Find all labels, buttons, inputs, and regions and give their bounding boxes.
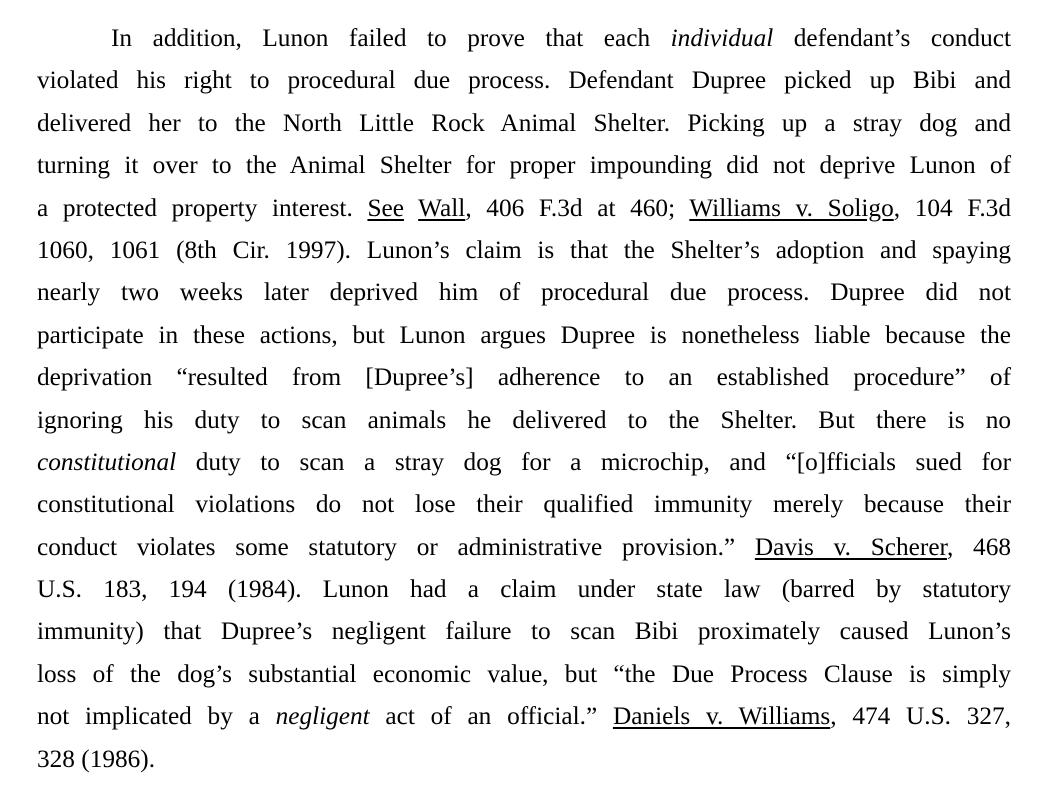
text-run: a protected property interest. — [37, 193, 368, 222]
text-run: 328 (1986). — [37, 744, 156, 773]
paragraph-line — [37, 356, 1011, 398]
text-run: conduct violates some statutory or administrative provision.” — [37, 532, 755, 561]
paragraph-line — [37, 144, 1011, 186]
text-run: , 474 U.S. 327, — [830, 702, 1012, 731]
text-run: nearly two weeks later deprived him of procedural due process. Dupree did not — [37, 278, 1011, 307]
document-page — [37, 17, 1011, 780]
text-run: turning it over to the Animal Shelter for proper impounding did not deprive Lunon of — [37, 151, 1011, 180]
paragraph-line — [37, 399, 1011, 441]
text-run: 1060, 1061 (8th Cir. 1997). Lunon’s claim is that the Shelter’s adoption and spaying — [37, 235, 1011, 264]
paragraph-line — [37, 59, 1011, 101]
text-run: duty to scan a stray dog for a microchip, and “[o]fficials sued for — [176, 447, 1011, 476]
text-run: In addition, Lunon failed to prove that each — [111, 24, 671, 52]
text-run: U.S. 183, 194 (1984). Lunon had a claim under state law (barred by statutory — [37, 575, 1011, 604]
text-run: loss of the dog’s substantial economic value, but “the Due Process Clause is simply — [37, 659, 1011, 688]
case-citation: Williams v. Soligo — [689, 193, 894, 222]
text-run: violated his right to procedural due process. Defendant Dupree picked up Bibi and — [37, 66, 1011, 95]
paragraph-line — [37, 271, 1011, 313]
text-run: not implicated by a — [37, 702, 276, 731]
paragraph-line — [37, 441, 1011, 483]
case-citation: See — [367, 193, 404, 222]
paragraph-line — [37, 610, 1011, 652]
paragraph-line — [37, 568, 1011, 610]
paragraph-line — [37, 17, 1011, 59]
text-run: participate in these actions, but Lunon argues Dupree is nonetheless liable because the — [37, 320, 1011, 349]
paragraph-line — [37, 695, 1011, 737]
text-run: , 104 F.3d — [893, 193, 1011, 222]
text-run: act of an official.” — [369, 702, 613, 731]
text-run: , 468 — [946, 532, 1011, 561]
paragraph-line — [37, 187, 1011, 229]
paragraph-line — [37, 229, 1011, 271]
paragraph-line — [37, 314, 1011, 356]
text-run: ignoring his duty to scan animals he delivered to the Shelter. But there is no — [37, 405, 1011, 434]
emphasis-text: constitutional — [37, 447, 177, 476]
paragraph-line — [37, 102, 1011, 144]
case-citation: Davis v. Scherer — [754, 532, 947, 561]
text-run: , 406 F.3d at 460; — [465, 193, 690, 222]
text-run: defendant’s conduct — [773, 24, 1011, 52]
text-run: delivered her to the North Little Rock Animal Shelter. Picking up a stray dog and — [37, 108, 1011, 137]
case-citation: Wall — [418, 193, 466, 222]
text-run — [404, 194, 418, 222]
emphasis-text: negligent — [275, 702, 370, 731]
body-paragraph — [37, 17, 1011, 780]
paragraph-line — [37, 526, 1011, 568]
case-citation: Daniels v. Williams — [612, 702, 831, 731]
text-run: immunity) that Dupree’s negligent failure to scan Bibi proximately caused Lunon’s — [37, 617, 1011, 646]
paragraph-line — [37, 653, 1011, 695]
text-run: constitutional violations do not lose their qualified immunity merely because their — [37, 490, 1011, 519]
paragraph-line — [37, 483, 1011, 525]
emphasis-text: individual — [670, 24, 774, 52]
text-run: deprivation “resulted from [Dupree’s] adherence to an established procedure” of — [37, 363, 1011, 392]
paragraph-line — [37, 738, 1011, 780]
